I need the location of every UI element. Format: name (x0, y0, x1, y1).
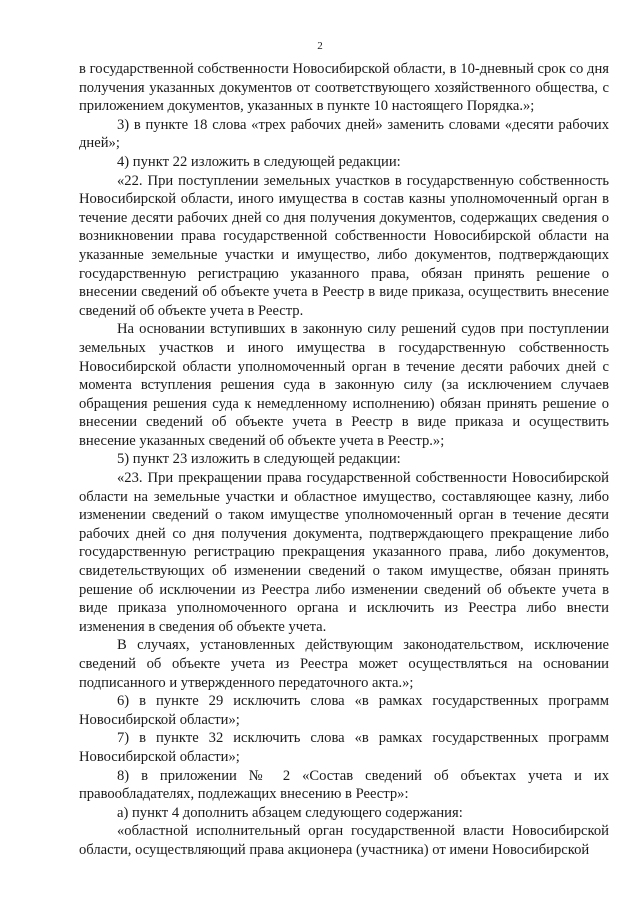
page-number: 2 (317, 40, 323, 52)
paragraph-item-4: 4) пункт 22 изложить в следующей редакции: (117, 153, 401, 170)
paragraph-continuation: в государственной собственности Новосибирской области, в 10-дневный срок со дня получения указанных документов от соответствующего хозяйственного общества, с приложением документов, указанных в пункте 10 настоящего Порядка.»; (79, 61, 609, 115)
paragraph-item-5: 5) пункт 23 изложить в следующей редакции: (117, 451, 401, 468)
paragraph-quote-23: «23. При прекращении права государственной собственности Новосибирской области на земельные участки и областное имущество, составляющее казну, либо изменении сведений о таком имуществе уполномоченный орган в течение десяти рабочих дней со дня получения документа, подтверждающего прекращение либо государственную регистрацию прекращения указанного права, либо документов, свидетельствующих об изменении сведений о таком имуществе, обязан принять решение об исключении из Реестра либо изменении сведений об объекте учета в виде приказа уполномоченного органа и исключить из Реестра либо внести изменения в сведения об объекте учета. (79, 470, 609, 635)
paragraph-item-6: 6) в пункте 29 исключить слова «в рамках государственных программ Новосибирской области»; (79, 693, 609, 728)
paragraph-quote-regional-body: «областной исполнительный орган государственной власти Новосибирской области, осуществляющий права акционера (участника) от имени Новосибирской (79, 823, 609, 858)
paragraph-court-decisions: На основании вступивших в законную силу решений судов при поступлении земельных участков и иного имущества в государственную собственность Новосибирской области уполномоченный орган в течение десяти рабочих дней с момента вступления решения суда в законную силу (за исключением случаев обращения решения суда к немедленному исполнению) обязан принять решение о внесении сведений об объекте учета в Реестр в виде приказа и осуществить внесение указанных сведений об объекте учета в Реестр.»; (79, 321, 609, 449)
paragraph-quote-22: «22. При поступлении земельных участков в государственную собственность Новосибирской области, иного имущества в состав казны уполномоченный орган в течение десяти рабочих дней со дня получения документов, содержащих сведения о возникновении права государственной собственности Новосибирской области на указанные земельные участки и имущество, либо документов, подтверждающих государственную регистрацию указанного права, обязан принять решение о внесении сведений об объекте учета в Реестр в виде приказа, осуществить внесение сведений об объекте учета в Реестр. (79, 172, 609, 319)
paragraph-item-3: 3) в пункте 18 слова «трех рабочих дней» заменить словами «десяти рабочих дней»; (79, 116, 609, 152)
document-body (79, 60, 609, 860)
paragraph-exclusion-cases: В случаях, установленных действующим законодательством, исключение сведений об объекте учета из Реестра может осуществляться на основании подписанного и утвержденного передаточного акта.»; (79, 637, 609, 691)
paragraph-item-7: 7) в пункте 32 исключить слова «в рамках государственных программ Новосибирской области»; (79, 730, 609, 765)
paragraph-item-8: 8) в приложении № 2 «Состав сведений об объектах учета и их правообладателях, подлежащих внесению в Реестр»: (79, 767, 609, 803)
paragraph-subitem-a: а) пункт 4 дополнить абзацем следующего содержания: (117, 804, 463, 821)
